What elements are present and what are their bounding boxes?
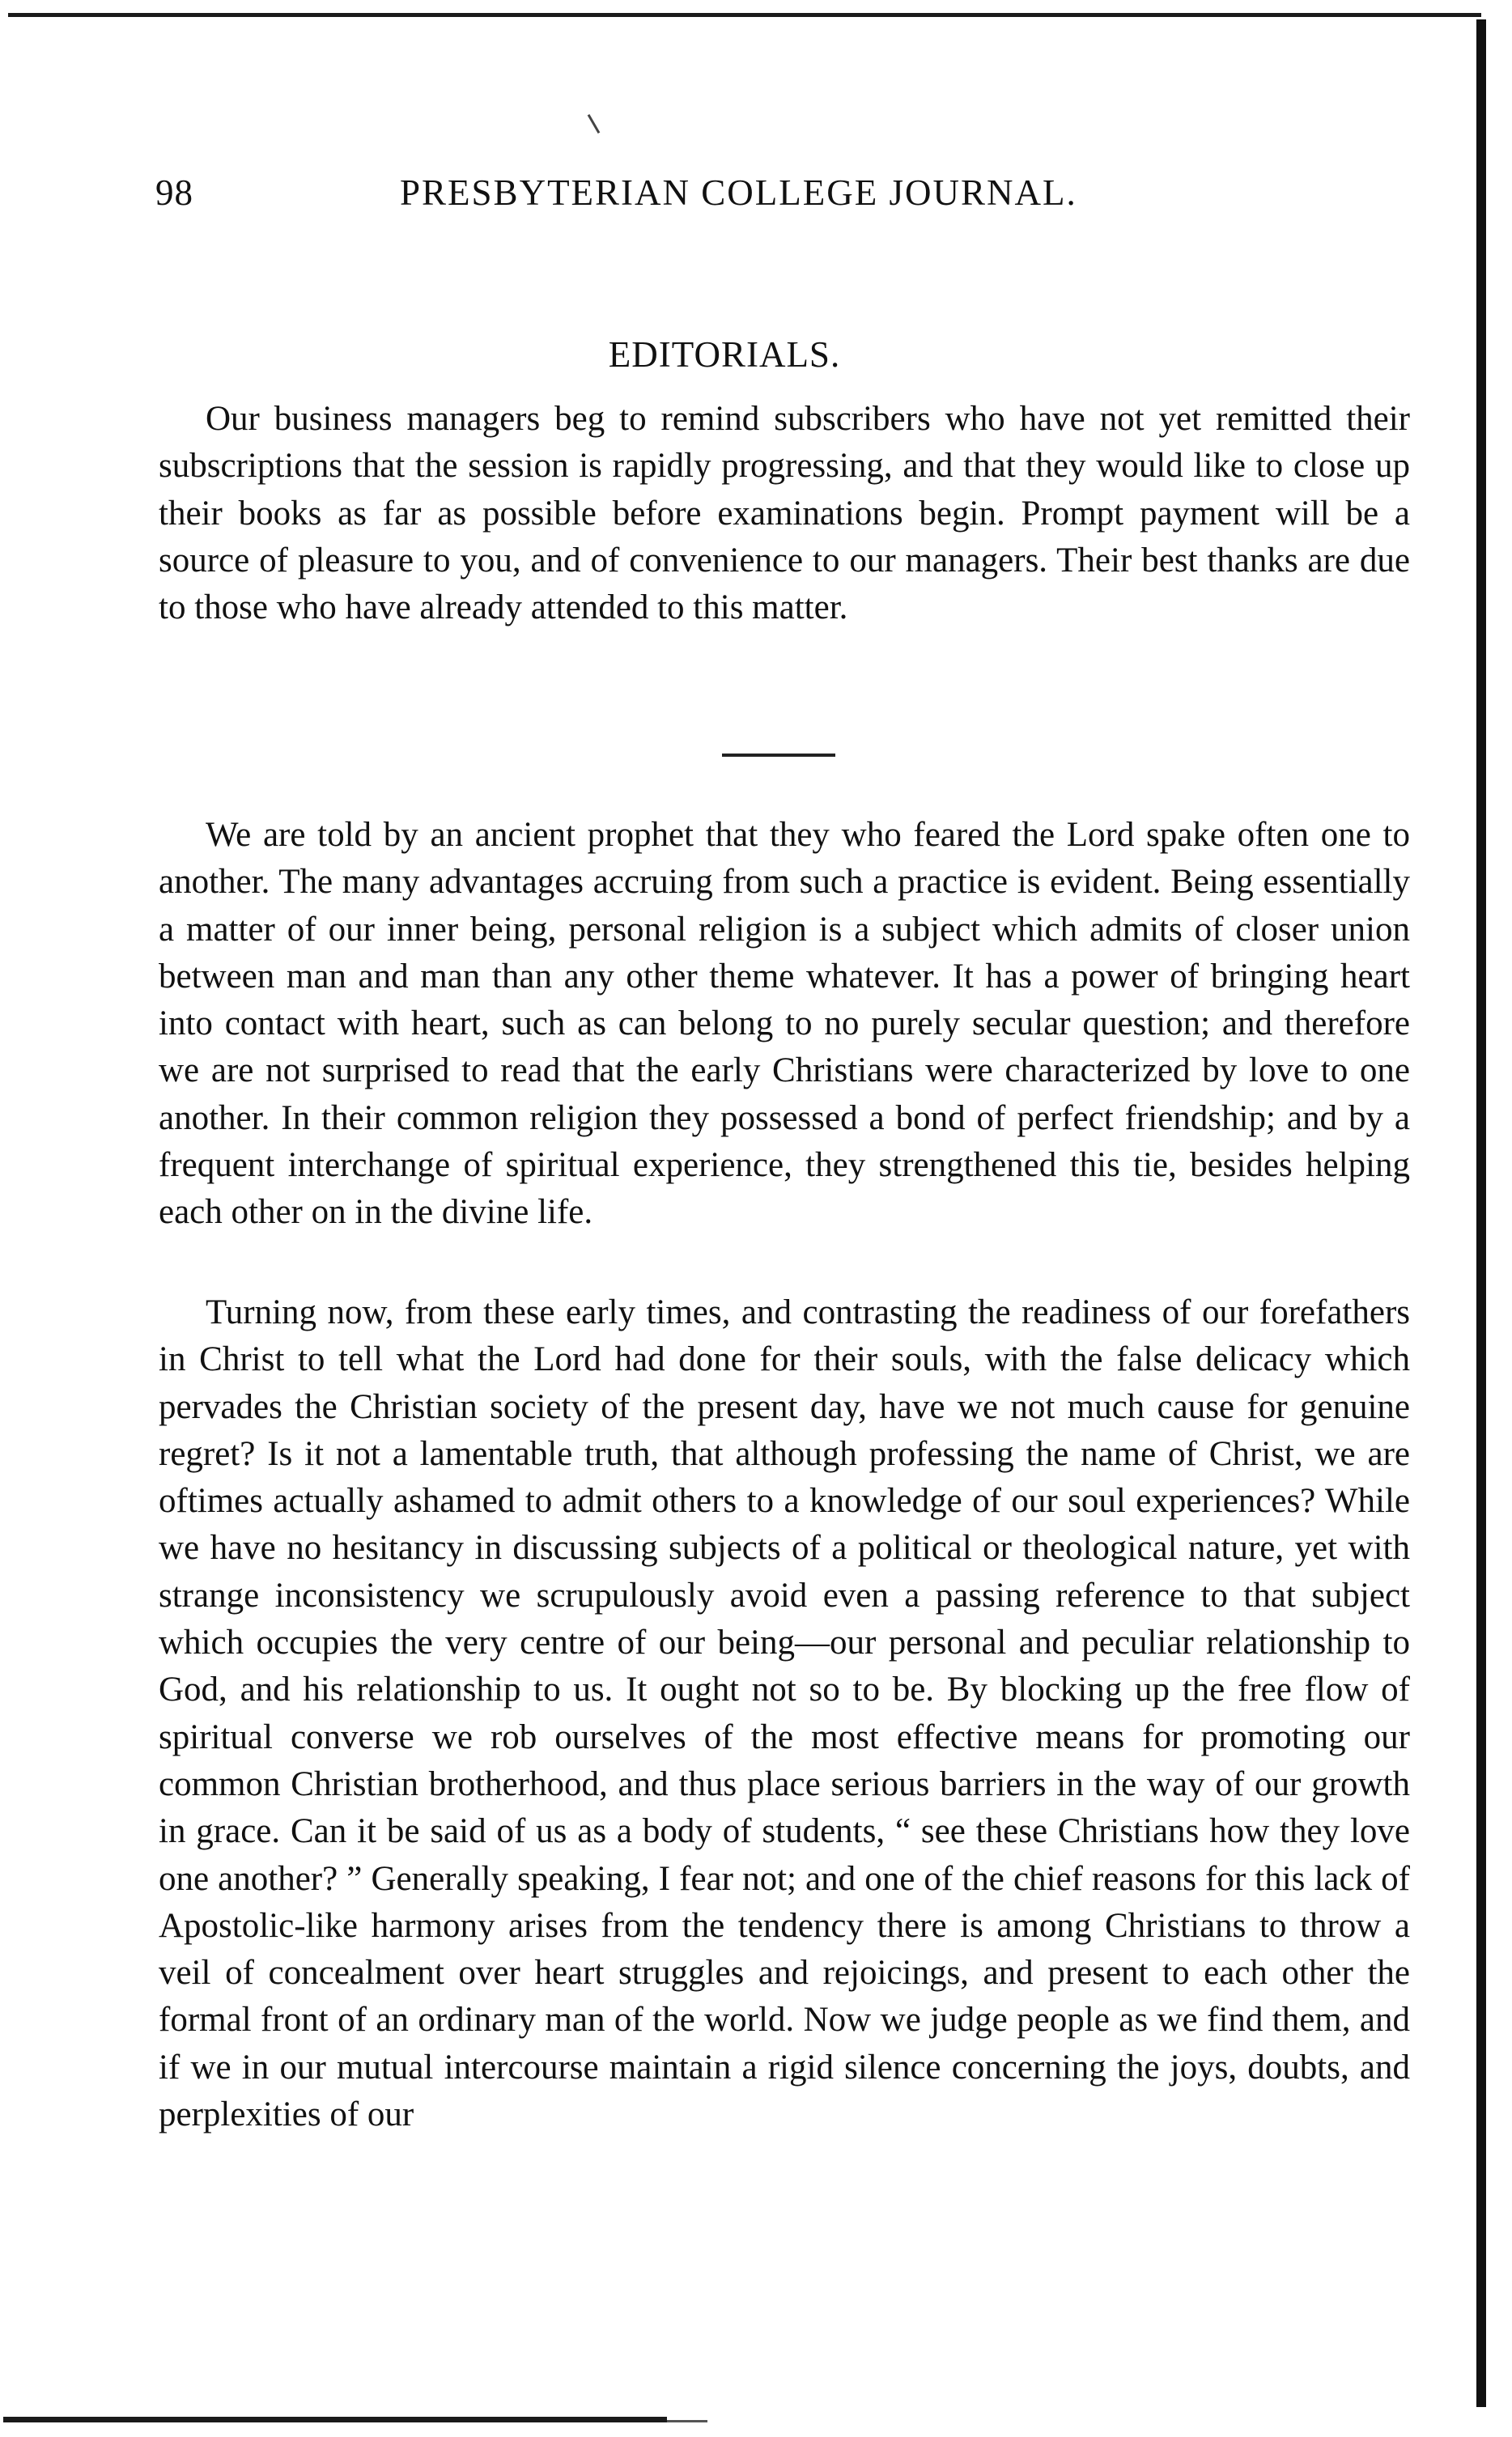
paragraph: We are told by an ancient prophet that they who feared the Lord spake often one to another. The many advantages accruing from such a practice is evident. Being essentially a matter of our inner being, personal religion is a subject which admits of closer union between man and man than any other theme whatever. It has a power of bringing heart into contact with heart, such as can belong to no purely secular question; and therefore we are not surprised to read that the early Christians were characterized by love to one another. In their common religion they possessed a bond of perfect friendship; and by a frequent interchange of spiritual experience, they strengthened this tie, besides helping each other on in the divine life. [159, 816, 1410, 1232]
section-title: EDITORIALS. [608, 334, 841, 375]
editorial-article [159, 812, 1410, 1237]
top-border-rule [8, 13, 1481, 17]
editorial-notice [159, 396, 1410, 631]
bottom-border-rule [3, 2417, 667, 2422]
bottom-border-rule-fragment [667, 2420, 707, 2422]
editorial-article-continued [159, 1289, 1410, 2138]
running-header [155, 172, 1159, 220]
right-page-edge [1476, 19, 1486, 2407]
paragraph: Our business managers beg to remind subscribers who have not yet remitted their subscriptions that the session is rapidly progressing, and that they would like to close up their books as far as possible before examinations begin. Prompt payment will be a source of pleasure to you, and of convenience to our managers. Their best thanks are due to those who have already attended to this matter. [159, 400, 1410, 627]
stray-ink-mark [588, 114, 601, 134]
section-separator [722, 754, 835, 757]
page-number: 98 [155, 172, 193, 213]
journal-title: PRESBYTERIAN COLLEGE JOURNAL. [400, 172, 1077, 213]
paragraph: Turning now, from these early times, and contrasting the readiness of our forefathers in Christ to tell what the Lord had done for their souls, with the false delicacy which pervades the Christian society of the present day, have we not much cause for genuine regret? Is it not a lamentable truth, that although professing the name of Christ, we are oftimes actually ashamed to admit others to a knowledge of our soul experiences? While we have no hesitancy in discussing subjects of a political or theological nature, yet with strange inconsistency we scrupulously avoid even a passing reference to that subject which occupies the very centre of our being—our personal and peculiar relationship to God, and his relationship to us. It ought not so to be. By blocking up the free flow of spiritual converse we rob ourselves of the most effective means for promoting our common Christian brotherhood, and thus place serious barriers in the way of our growth in grace. Can it be said of us as a body of students, “ see these Christians how they love one another? ” Generally speaking, I fear not; and one of the chief reasons for this lack of Apostolic-like harmony arises from the tendency there is among Christians to throw a veil of concealment over heart struggles and rejoicings, and present to each other the formal front of an ordinary man of the world. Now we judge people as we find them, and if we in our mutual intercourse maintain a rigid silence concerning the joys, doubts, and perplexities of our [159, 1293, 1410, 2134]
